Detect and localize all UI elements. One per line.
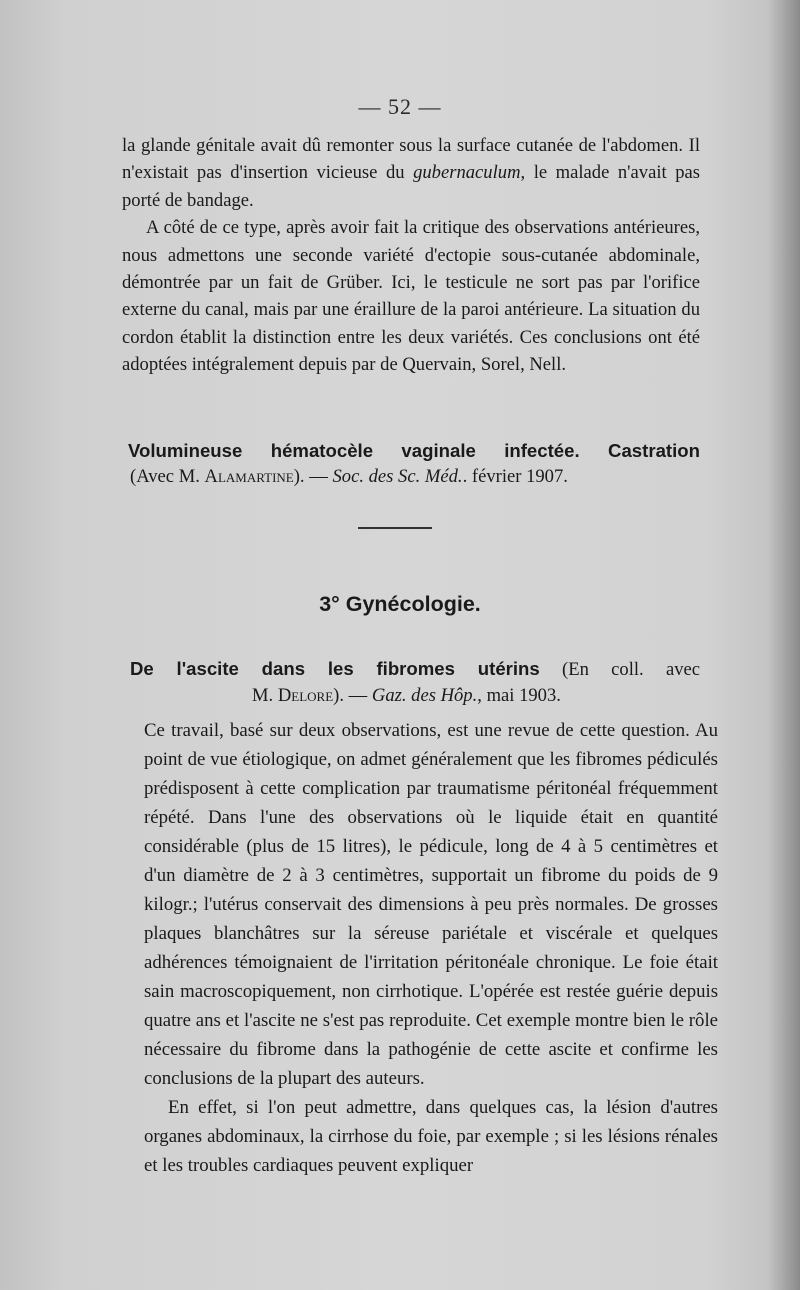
publication-title: De l'ascite dans les fibromes utérins (130, 658, 540, 679)
section-divider (358, 527, 432, 529)
publication-reference: M. Delore). — Gaz. des Hôp., mai 1903. (252, 685, 561, 706)
intro-paragraph-2: A côté de ce type, après avoir fait la critique des observations antérieures, nous admettons une seconde variété d'ectopie sous-cutanée abdominale, démontrée par un fait de Grüber. Ici, le testicule ne sort pas par l'orifice externe du canal, mais par une éraillure de la paroi antérieure. La situation du cordon établit la distinction entre les deux variétés. Ces conclusions ont été adoptées intégralement depuis par de Quervain, Sorel, Nell. (122, 217, 700, 376)
body-text (144, 716, 718, 1180)
page-number: — 52 — (358, 94, 442, 119)
body-paragraph-2: En effet, si l'on peut admettre, dans quelques cas, la lésion d'autres organes abdominaux, la cirrhose du foie, par exemple ; si les lésions rénales et les troubles cardiaques peuvent expliquer (144, 1097, 718, 1176)
journal-name: Soc. des Sc. Méd. (332, 466, 463, 487)
gubernaculum-term: gubernaculum (413, 162, 521, 184)
intro-paragraph-1: la glande génitale avait dû remonter sous la surface cutanée de l'abdomen. Il n'existait pas d'insertion vicieuse du gubernaculum, le malade n'avait pas porté de bandage. (122, 135, 700, 211)
intro-text (122, 132, 700, 379)
publication-entry-1 (128, 438, 700, 490)
publication-collab: (En coll. avec (539, 659, 700, 680)
publication-title: Volumineuse hématocèle vaginale infectée. Castration (128, 440, 700, 461)
section-heading: 3° Gynécologie. (319, 592, 481, 616)
coauthor: Delore (277, 685, 334, 706)
journal-name: Gaz. des Hôp. (371, 685, 478, 706)
publication-entry-2 (130, 656, 700, 709)
body-paragraph-1: Ce travail, basé sur deux observations, est une revue de cette question. Au point de vue étiologique, on admet généralement que les fibromes pédiculés prédisposent à cette complication par traumatisme péritonéal fréquemment répété. Dans l'une des observations où le liquide était en quantité considérable (plus de 15 litres), le pédicule, long de 4 à 5 centimètres et d'un diamètre de 2 à 3 centimètres, supportait un fibrome du poids de 9 kilogr.; l'utérus conservait des dimensions à peu près normales. De grosses plaques blanchâtres sur la séreuse pariétale et viscérale et quelques adhérences témoignaient de l'irritation péritonéale chronique. Le foie était sain macroscopiquement, non cirrhotique. L'opérée est restée guérie depuis quatre ans et l'ascite ne s'est pas reproduite. Cet exemple montre bien le rôle nécessaire du fibrome dans la pathogénie de cette ascite et confirme les conclusions de la plupart des auteurs. (144, 720, 718, 1089)
coauthor: Alamartine (204, 466, 294, 487)
publication-reference: (Avec M. Alamartine). — Soc. des Sc. Méd.. février 1907. (130, 466, 568, 487)
publication-title-line (130, 656, 700, 683)
